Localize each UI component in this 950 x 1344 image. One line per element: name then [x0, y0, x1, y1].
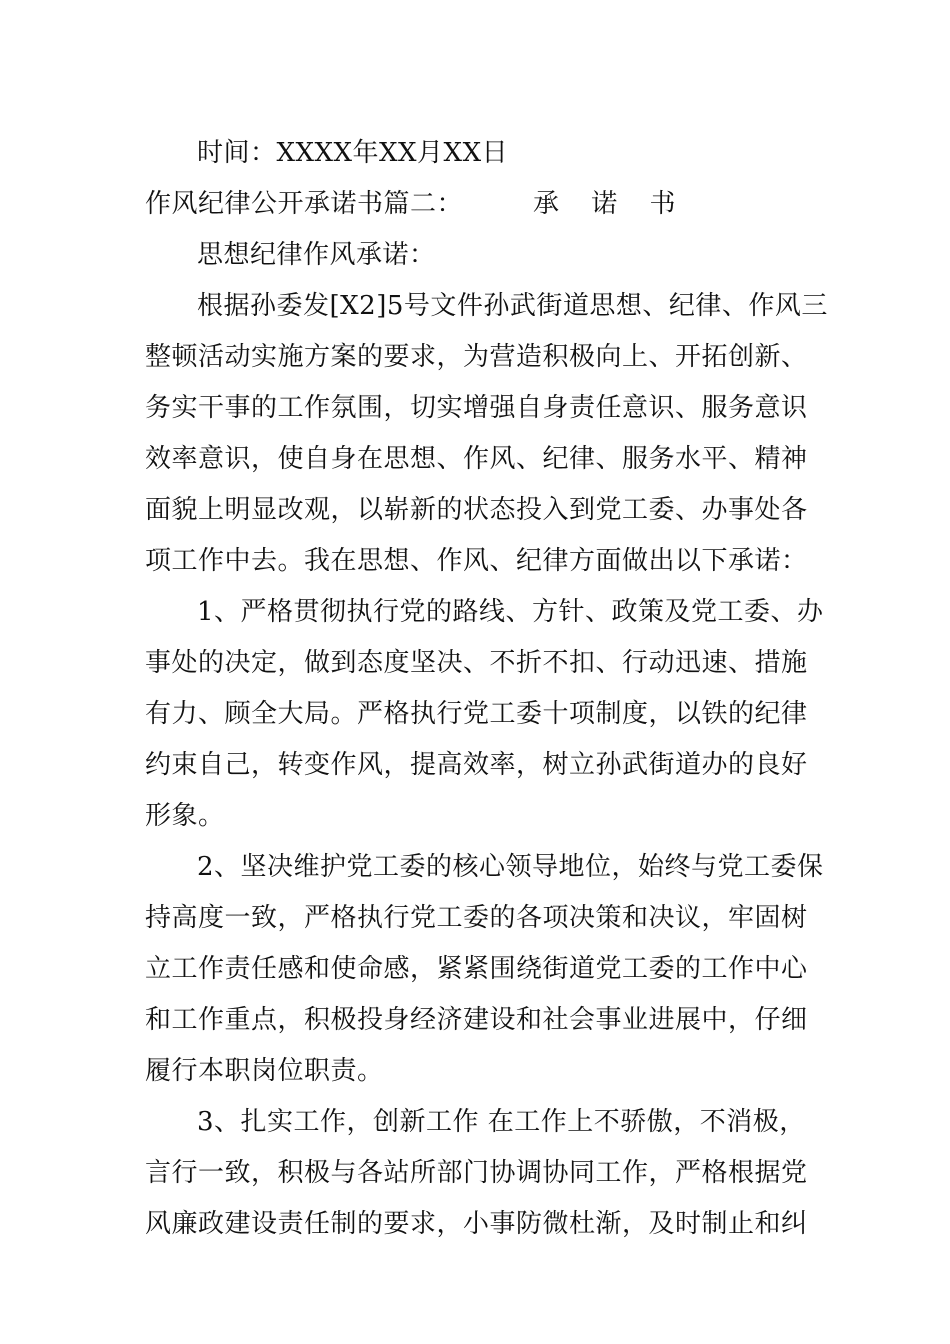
paragraph-line: 务实干事的工作氛围，切实增强自身责任意识、服务意识: [145, 393, 808, 423]
paragraph-line: 言行一致，积极与各站所部门协调协同工作，严格根据党: [145, 1158, 808, 1188]
paragraph-2: [145, 587, 824, 842]
document-body: [145, 128, 828, 1250]
paragraph-line: 履行本职岗位职责。: [145, 1056, 384, 1086]
paragraph-line: 事处的决定，做到态度坚决、不折不扣、行动迅速、措施: [145, 648, 808, 678]
paragraph-line: 约束自己，转变作风，提高效率，树立孙武街道办的良好: [145, 750, 808, 780]
paragraph-line: 立工作责任感和使命感，紧紧围绕街道党工委的工作中心: [145, 954, 808, 984]
title-right: 承 诺 书: [533, 189, 688, 219]
paragraph-3: [145, 842, 824, 1097]
paragraph-line: 面貌上明显改观，以崭新的状态投入到党工委、办事处各: [145, 495, 808, 525]
paragraph-line: 有力、顾全大局。严格执行党工委十项制度，以铁的纪律: [145, 699, 808, 729]
paragraph-line: 风廉政建设责任制的要求，小事防微杜渐，及时制止和纠: [145, 1209, 808, 1239]
title-left: 作风纪律公开承诺书篇二：: [145, 189, 464, 219]
section-heading: 思想纪律作风承诺：: [197, 240, 436, 270]
paragraph-line: 和工作重点，积极投身经济建设和社会事业进展中，仔细: [145, 1005, 808, 1035]
title-row: [145, 179, 810, 230]
date-line: 时间：XXXX年XX月XX日: [197, 138, 509, 168]
paragraph-line: 持高度一致，严格执行党工委的各项决策和决议，牢固树: [145, 903, 808, 933]
paragraph-1: [145, 281, 828, 587]
paragraph-line: 根据孙委发[X2]5号文件孙武街道思想、纪律、作风三: [197, 291, 828, 321]
paragraph-line: 项工作中去。我在思想、作风、纪律方面做出以下承诺：: [145, 546, 808, 576]
paragraph-line: 效率意识，使自身在思想、作风、纪律、服务水平、精神: [145, 444, 808, 474]
paragraph-line: 1、严格贯彻执行党的路线、方针、政策及党工委、办: [197, 597, 824, 627]
paragraph-line: 3、扎实工作，创新工作 在工作上不骄傲，不消极，: [197, 1107, 806, 1137]
paragraph-line: 2、坚决维护党工委的核心领导地位，始终与党工委保: [197, 852, 824, 882]
paragraph-line: 形象。: [145, 801, 225, 831]
paragraph-4: [145, 1097, 810, 1250]
paragraph-line: 整顿活动实施方案的要求，为营造积极向上、开拓创新、: [145, 342, 808, 372]
